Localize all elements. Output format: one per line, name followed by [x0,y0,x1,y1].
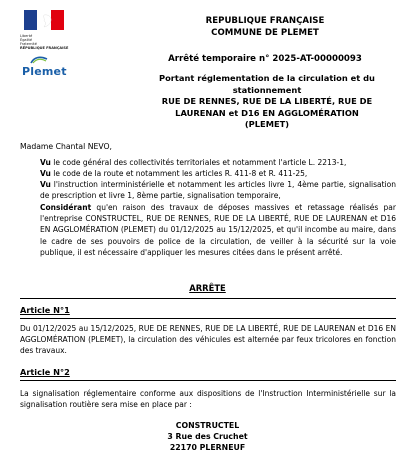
title-line: LAURENAN et D16 EN AGGLOMÉRATION [175,107,359,118]
republic-name: RÉPUBLIQUE FRANÇAISE [20,46,69,50]
republic-motto-3: Fraternité [20,42,37,46]
marianne-profile-icon [40,14,54,28]
republic-heading: REPUBLIQUE FRANÇAISE [205,16,325,26]
company-name: CONSTRUCTEL [175,421,240,430]
considerant-paragraph [40,157,396,168]
considerant-text: qu'en raison des travaux de déposes massives et retassage réalisés par l'entreprise CONSTRUCTEL, RUE DE RENNES, RUE DE LA LIBERTÉ, RUE DE LAURENAN et D16 EN AGGLOMÉRATION (PLEMET) du 01/12/2025 au 15/12/2025, et qu'il incombe au maire, dans le cadre de ses pouvoirs de police de la circulation, de veiller à la sécurité sur la voie publique, il est nécessaire d'appliquer les mesures citées dans le présent arrêté. [40,203,396,257]
republic-motto-1: Liberté [20,34,33,38]
considerant-paragraph [40,179,396,201]
considerant-text: le code général des collectivités territoriales et notamment l'article L. 2213-1, [50,158,347,167]
title-line: RUE DE RENNES, RUE DE LA LIBERTÉ, RUE DE [161,96,373,107]
section-divider [20,298,396,299]
considerant-lead: Considérant [40,203,92,212]
arrete-title [136,73,398,131]
article-1-text: Du 01/12/2025 au 15/12/2025, RUE DE RENNES, RUE DE LA LIBERTÉ, RUE DE LAURENAN et D16 EN AGGLOMÉRATION (PLEMET), la circulation des véhicules est alternée par feux tricolores en fonction des travaux. [20,324,396,356]
article-1-title: Article N°1 [20,305,70,315]
republic-motto-2: Égalité [20,38,33,42]
considerant-lead: Vu [40,169,51,178]
company-city: 22170 PLERNEUF [169,443,246,452]
salutation: Madame Chantal NEVO, [20,142,112,151]
considerant-text: l'instruction interministérielle et notamment les articles livre 1, 4ème partie, signalisation de prescription et livre 1, 8ème partie, signalisation temporaire, [40,180,396,201]
article-2-title: Article N°2 [20,367,70,377]
section-divider [20,318,396,319]
considerant-text: le code de la route et notamment les articles R. 411-8 et R. 411-25, [50,169,308,178]
title-line: Portant réglementation de la circulation et du [159,73,375,83]
title-line: (PLEMET) [244,119,290,130]
company-street: 3 Rue des Cruchet [167,432,248,441]
section-divider [20,380,396,381]
article-2-text: La signalisation réglementaire conforme aux dispositions de l'Instruction Interministérielle sur la signalisation routière sera mise en place par : [20,389,396,410]
plemet-logo-text: Plemet [22,65,67,78]
plemet-logo [22,56,72,80]
considerant-lead: Vu [40,180,51,189]
title-line: stationnement [232,84,302,95]
considerant-lead: Vu [40,158,51,167]
commune-heading: COMMUNE DE PLEMET [211,28,319,38]
considerant-paragraph [40,168,396,179]
arrete-heading: ARRÊTE [189,283,226,293]
republique-francaise-logo [20,10,70,50]
plemet-swoosh-icon [30,56,48,64]
arrete-number: Arrêté temporaire n° 2025-AT-00000093 [168,54,362,64]
considerant-paragraph [40,202,396,258]
flag-blue-band [24,10,37,30]
